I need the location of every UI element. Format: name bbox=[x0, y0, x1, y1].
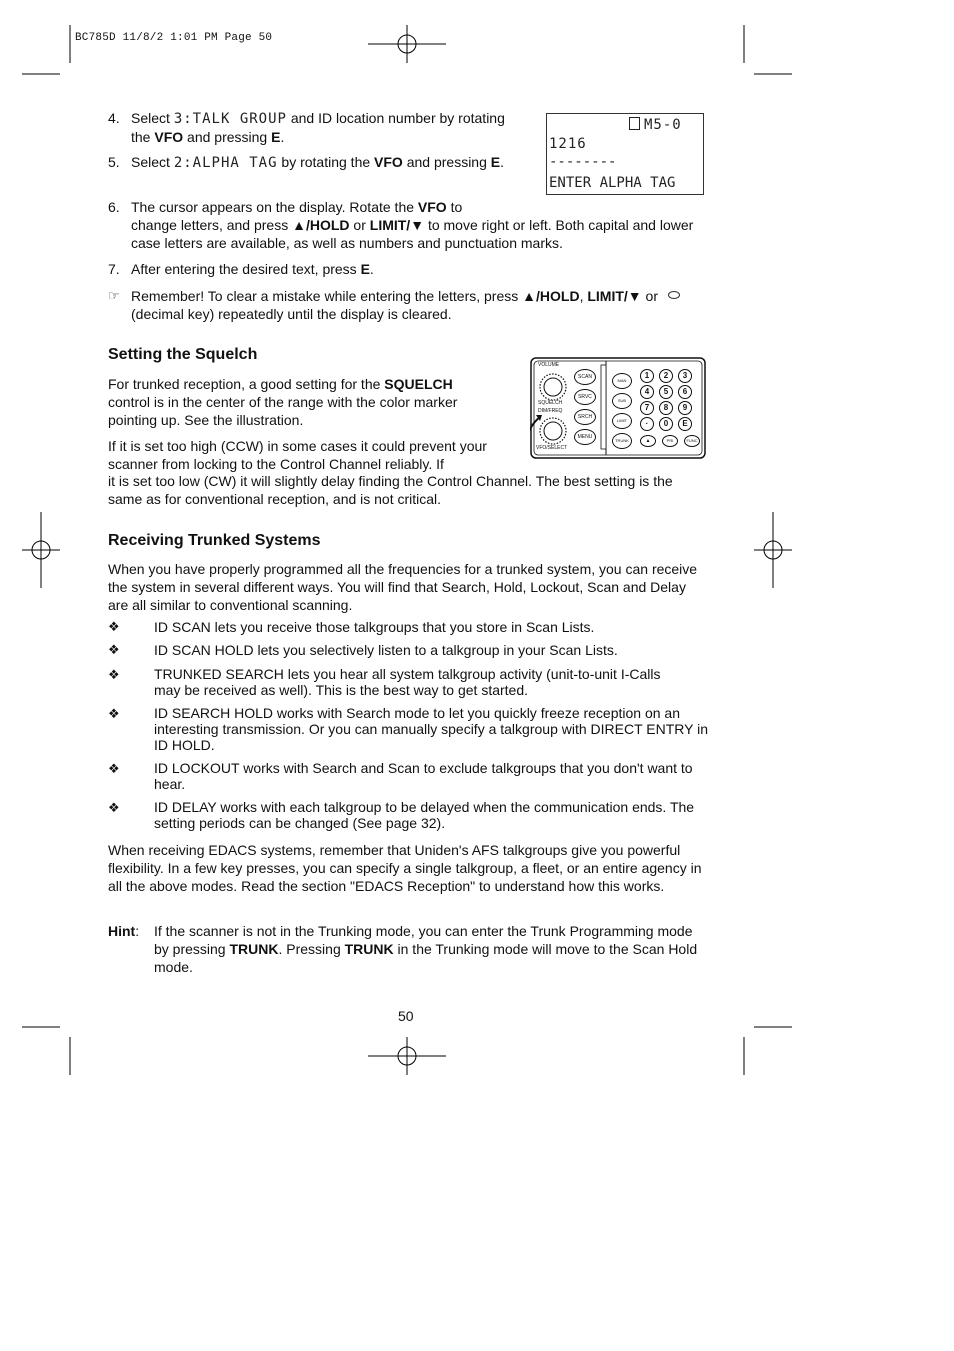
keypad-key[interactable]: E bbox=[678, 417, 692, 431]
man-key[interactable]: MAN bbox=[612, 373, 632, 389]
bullet-id-search-hold: ❖ ID SEARCH HOLD works with Search mode to let you quickly freeze reception on an interesting transmission. Or you can manually specify a talkgroup with DIRECT ENTRY in ID HOLD. bbox=[108, 705, 709, 753]
step-7: 7. After entering the desired text, press E. bbox=[108, 261, 374, 277]
decimal-key-icon bbox=[668, 291, 680, 299]
menu-key[interactable]: MENU bbox=[574, 429, 596, 445]
step-4: 4. Select 3:TALK GROUP and ID location number by rotating the VFO and pressing E. bbox=[108, 110, 505, 145]
diamond-bullet-icon: ❖ bbox=[108, 761, 120, 776]
section-heading-squelch: Setting the Squelch bbox=[108, 346, 258, 363]
edacs-paragraph: When receiving EDACS systems, remember that Uniden's AFS talkgroups give you powerful flexibility. In a few key presses, you can specify a single talkgroup, a fleet, or an entire agency in all the above modes. Read the section "EDACS Reception" to understand how this works. bbox=[108, 842, 702, 894]
lcd-line3: -------- bbox=[549, 154, 617, 170]
keypad-key[interactable]: 0 bbox=[659, 417, 673, 431]
bullet-id-scan-hold: ❖ ID SCAN HOLD lets you selectively listen to a talkgroup in your Scan Lists. bbox=[108, 642, 618, 658]
keypad-key[interactable]: 7 bbox=[640, 401, 654, 415]
lcd-line2: 1216 bbox=[549, 136, 587, 152]
volume-label: VOLUME bbox=[538, 362, 560, 368]
diamond-bullet-icon: ❖ bbox=[108, 667, 120, 682]
vfo-label: VFO/SELECT bbox=[536, 445, 568, 451]
trunk-key[interactable]: TRUNK bbox=[612, 433, 632, 449]
step-5: 5. Select 2:ALPHA TAG by rotating the VFO and pressing E. bbox=[108, 154, 505, 171]
numeric-keypad bbox=[640, 369, 700, 433]
hint-label: Hint: bbox=[108, 923, 140, 939]
print-header: BC785D 11/8/2 1:01 PM Page 50 bbox=[75, 32, 273, 44]
keypad-key[interactable]: 1 bbox=[640, 369, 654, 383]
func-key[interactable]: FUNC bbox=[684, 435, 700, 447]
bullet-id-delay: ❖ ID DELAY works with each talkgroup to be delayed when the communication ends. The setting periods can be changed (See page 32). bbox=[108, 799, 695, 831]
keypad-key[interactable]: 5 bbox=[659, 385, 673, 399]
keypad-key[interactable]: 6 bbox=[678, 385, 692, 399]
bullet-id-scan: ❖ ID SCAN lets you receive those talkgroups that you store in Scan Lists. bbox=[108, 619, 595, 635]
diamond-bullet-icon: ❖ bbox=[108, 642, 120, 657]
srch-key[interactable]: SRCH bbox=[574, 409, 596, 425]
lcd-text: 2:ALPHA TAG bbox=[173, 155, 278, 171]
section-heading-trunked: Receiving Trunked Systems bbox=[108, 532, 321, 549]
step-6: 6. The cursor appears on the display. Rotate the VFO to change letters, and press ▲/HOLD or LIMIT/▼ to move right or left. Both capital and lower case letters are available, as well as numbers and punctuation marks. bbox=[108, 199, 694, 251]
limit-key[interactable]: LIMIT bbox=[612, 413, 632, 429]
squelch-label: SQUELCH bbox=[538, 400, 563, 406]
bottom-keys bbox=[640, 435, 702, 449]
hold-key[interactable]: ▲ bbox=[640, 435, 656, 447]
lcd-line4: ENTER ALPHA TAG bbox=[549, 175, 676, 191]
keypad-key[interactable]: 2 bbox=[659, 369, 673, 383]
keypad-key[interactable]: 9 bbox=[678, 401, 692, 415]
hint-block: Hint: If the scanner is not in the Trunking mode, you can enter the Trunk Programming mode by pressing TRUNK. Pressing TRUNK in the Trunking mode will move to the Scan Hold mode. bbox=[108, 923, 698, 975]
scan-key[interactable]: SCAN bbox=[574, 369, 596, 385]
keypad-key[interactable]: 8 bbox=[659, 401, 673, 415]
keypad-key[interactable]: 3 bbox=[678, 369, 692, 383]
lcd-display bbox=[546, 113, 704, 195]
keypad-key[interactable]: 4 bbox=[640, 385, 654, 399]
keypad-key[interactable]: · bbox=[640, 417, 654, 431]
bullet-trunked-search: ❖ TRUNKED SEARCH lets you hear all system talkgroup activity (unit-to-unit I-Calls may be received as well). This is the best way to get started. bbox=[108, 666, 661, 698]
scanner-front-panel bbox=[530, 357, 706, 459]
page-number: 50 bbox=[398, 1008, 414, 1024]
diamond-bullet-icon: ❖ bbox=[108, 706, 120, 721]
sub-key[interactable]: SUB bbox=[612, 393, 632, 409]
trunked-intro: When you have properly programmed all the frequencies for a trunked system, you can receive the system in several different ways. You will find that Search, Hold, Lockout, Scan and Delay are all similar to conventional scanning. bbox=[108, 561, 698, 613]
squelch-paragraph-2a: If it is set too high (CCW) in some cases it could prevent your scanner from locking to the Control Channel reliably. If bbox=[108, 438, 487, 472]
diamond-bullet-icon: ❖ bbox=[108, 619, 120, 634]
diamond-bullet-icon: ❖ bbox=[108, 800, 120, 815]
squelch-paragraph-2b: it is set too low (CW) it will slightly delay finding the Control Channel. The best setting is the same as for conventional reception, and is not critical. bbox=[108, 473, 673, 507]
srvc-key[interactable]: SRVC bbox=[574, 389, 596, 405]
bullet-id-lockout: ❖ ID LOCKOUT works with Search and Scan to exclude talkgroups that you don't want to hear. bbox=[108, 760, 693, 792]
memory-icon bbox=[629, 117, 640, 130]
pointing-hand-icon: ☞ bbox=[108, 288, 120, 303]
dimfreq-label: DIM/FREQ bbox=[538, 408, 563, 414]
lcd-line1: M5-0 bbox=[629, 116, 682, 134]
squelch-paragraph-1: For trunked reception, a good setting for the SQUELCH control is in the center of the range with the color marker pointing up. See the illustration. bbox=[108, 376, 458, 428]
remember-note: ☞ Remember! To clear a mistake while entering the letters, press ▲/HOLD, LIMIT/▼ or (decimal key) repeatedly until the display is cleared. bbox=[108, 287, 708, 323]
pri-key[interactable]: PRI bbox=[662, 435, 678, 447]
lcd-text: 3:TALK GROUP bbox=[173, 111, 287, 127]
